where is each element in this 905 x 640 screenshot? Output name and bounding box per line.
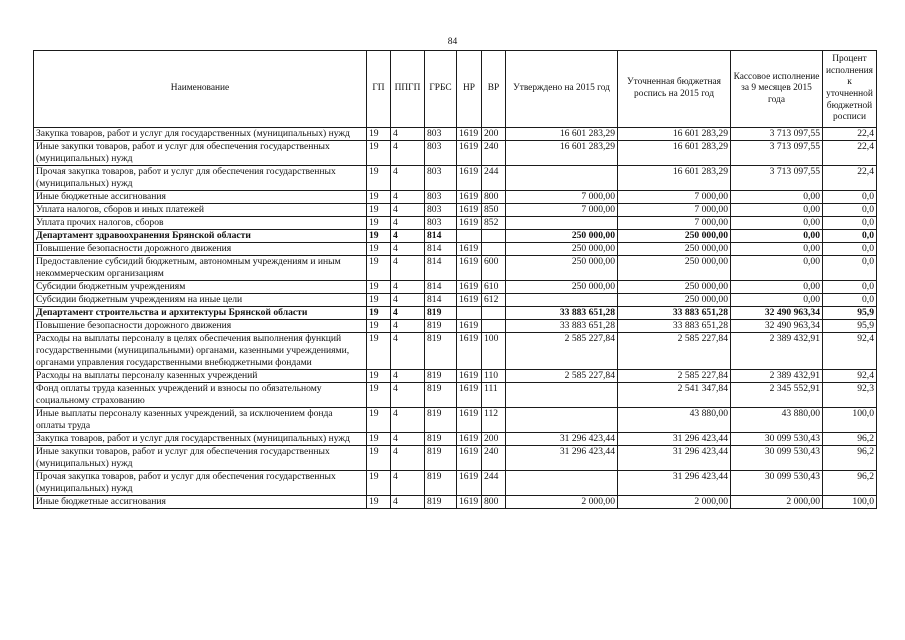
table-cell-gp: 19: [367, 256, 391, 281]
table-cell-ppgp: 4: [391, 383, 425, 408]
table-cell-nr: 1619: [457, 256, 482, 281]
table-cell-cash: 2 000,00: [731, 496, 823, 509]
table-row: [34, 256, 877, 281]
table-cell-cash: 32 490 963,34: [731, 320, 823, 333]
table-cell-refined: 250 000,00: [618, 294, 731, 307]
table-cell-percent: 0,0: [823, 294, 877, 307]
table-cell-ppgp: 4: [391, 230, 425, 243]
header-percent: Процент исполнения к уточненной бюджетной росписи: [823, 51, 877, 128]
table-cell-percent: 0,0: [823, 217, 877, 230]
table-cell-refined: 31 296 423,44: [618, 471, 731, 496]
table-cell-percent: 0,0: [823, 204, 877, 217]
table-cell-nr: 1619: [457, 320, 482, 333]
table-cell-nr: [457, 230, 482, 243]
table-cell-refined: 33 883 651,28: [618, 307, 731, 320]
table-cell-ppgp: 4: [391, 333, 425, 370]
table-cell-ppgp: 4: [391, 370, 425, 383]
table-cell-refined: 43 880,00: [618, 408, 731, 433]
table-cell-gp: 19: [367, 496, 391, 509]
table-cell-ppgp: 4: [391, 243, 425, 256]
table-cell-cash: 0,00: [731, 230, 823, 243]
table-row: [34, 281, 877, 294]
table-cell-cash: 32 490 963,34: [731, 307, 823, 320]
table-cell-grbs: 803: [425, 128, 457, 141]
table-cell-vr: 200: [482, 433, 506, 446]
table-cell-gp: 19: [367, 281, 391, 294]
table-cell-approved: 33 883 651,28: [506, 320, 618, 333]
table-cell-grbs: 819: [425, 333, 457, 370]
table-row: [34, 307, 877, 320]
table-cell-name: Иные бюджетные ассигнования: [34, 191, 367, 204]
table-cell-refined: 7 000,00: [618, 217, 731, 230]
table-cell-name: Уплата прочих налогов, сборов: [34, 217, 367, 230]
table-cell-nr: 1619: [457, 217, 482, 230]
table-cell-vr: 800: [482, 496, 506, 509]
table-cell-refined: 31 296 423,44: [618, 433, 731, 446]
table-cell-nr: 1619: [457, 294, 482, 307]
table-row: [34, 243, 877, 256]
table-cell-vr: 244: [482, 166, 506, 191]
table-cell-name: Иные закупки товаров, работ и услуг для обеспечения государственных (муниципальных) нужд: [34, 141, 367, 166]
table-cell-gp: 19: [367, 320, 391, 333]
table-cell-cash: 0,00: [731, 191, 823, 204]
table-cell-vr: 110: [482, 370, 506, 383]
table-cell-ppgp: 4: [391, 496, 425, 509]
table-cell-refined: 7 000,00: [618, 204, 731, 217]
table-cell-refined: 2 585 227,84: [618, 370, 731, 383]
table-cell-vr: 240: [482, 141, 506, 166]
table-cell-name: Департамент здравоохранения Брянской области: [34, 230, 367, 243]
table-cell-vr: 200: [482, 128, 506, 141]
table-cell-grbs: 819: [425, 320, 457, 333]
table-cell-percent: 22,4: [823, 128, 877, 141]
table-cell-name: Расходы на выплаты персоналу в целях обеспечения выполнения функций государственными (муниципальными) органами, казенными учреждениями, органами управления государственными внебюджетными фондами: [34, 333, 367, 370]
table-row: [34, 433, 877, 446]
table-cell-nr: 1619: [457, 281, 482, 294]
table-cell-refined: 2 000,00: [618, 496, 731, 509]
table-cell-percent: 0,0: [823, 230, 877, 243]
table-cell-gp: 19: [367, 191, 391, 204]
table-cell-refined: 16 601 283,29: [618, 128, 731, 141]
table-cell-refined: 16 601 283,29: [618, 141, 731, 166]
table-cell-gp: 19: [367, 204, 391, 217]
table-cell-approved: [506, 294, 618, 307]
table-row: [34, 128, 877, 141]
table-cell-nr: 1619: [457, 370, 482, 383]
table-cell-name: Повышение безопасности дорожного движения: [34, 320, 367, 333]
table-cell-percent: 0,0: [823, 243, 877, 256]
table-row: [34, 191, 877, 204]
table-cell-vr: 100: [482, 333, 506, 370]
table-cell-gp: 19: [367, 408, 391, 433]
table-cell-refined: 250 000,00: [618, 281, 731, 294]
table-cell-nr: 1619: [457, 496, 482, 509]
table-cell-name: Расходы на выплаты персоналу казенных учреждений: [34, 370, 367, 383]
table-cell-name: Прочая закупка товаров, работ и услуг для обеспечения государственных (муниципальных) нужд: [34, 166, 367, 191]
table-cell-gp: 19: [367, 471, 391, 496]
table-cell-percent: 95,9: [823, 320, 877, 333]
table-cell-percent: 96,2: [823, 471, 877, 496]
table-cell-gp: 19: [367, 243, 391, 256]
table-cell-grbs: 803: [425, 166, 457, 191]
table-cell-cash: 0,00: [731, 256, 823, 281]
table-cell-percent: 0,0: [823, 256, 877, 281]
table-cell-name: Иные бюджетные ассигнования: [34, 496, 367, 509]
table-row: [34, 141, 877, 166]
table-cell-ppgp: 4: [391, 408, 425, 433]
table-cell-vr: [482, 320, 506, 333]
table-cell-gp: 19: [367, 383, 391, 408]
table-cell-name: Закупка товаров, работ и услуг для государственных (муниципальных) нужд: [34, 128, 367, 141]
table-cell-nr: 1619: [457, 433, 482, 446]
table-cell-cash: 30 099 530,43: [731, 471, 823, 496]
budget-table: [33, 50, 877, 509]
table-cell-ppgp: 4: [391, 191, 425, 204]
table-cell-refined: 250 000,00: [618, 230, 731, 243]
header-ppgp: ППГП: [391, 51, 425, 128]
table-cell-ppgp: 4: [391, 294, 425, 307]
table-cell-vr: [482, 230, 506, 243]
table-cell-percent: 22,4: [823, 166, 877, 191]
table-cell-vr: 240: [482, 446, 506, 471]
table-cell-grbs: 819: [425, 496, 457, 509]
table-cell-approved: 2 585 227,84: [506, 333, 618, 370]
table-cell-gp: 19: [367, 294, 391, 307]
table-cell-gp: 19: [367, 230, 391, 243]
table-cell-name: Иные выплаты персоналу казенных учреждений, за исключением фонда оплаты труда: [34, 408, 367, 433]
table-cell-name: Закупка товаров, работ и услуг для государственных (муниципальных) нужд: [34, 433, 367, 446]
table-cell-name: Субсидии бюджетным учреждениям на иные цели: [34, 294, 367, 307]
table-cell-nr: 1619: [457, 191, 482, 204]
table-cell-percent: 22,4: [823, 141, 877, 166]
table-cell-refined: 2 541 347,84: [618, 383, 731, 408]
table-cell-cash: 0,00: [731, 294, 823, 307]
table-cell-grbs: 803: [425, 141, 457, 166]
table-cell-vr: 600: [482, 256, 506, 281]
table-cell-name: Повышение безопасности дорожного движения: [34, 243, 367, 256]
table-cell-approved: [506, 471, 618, 496]
table-cell-grbs: 814: [425, 294, 457, 307]
table-cell-refined: 250 000,00: [618, 256, 731, 281]
table-cell-vr: 852: [482, 217, 506, 230]
table-cell-approved: [506, 408, 618, 433]
table-cell-ppgp: 4: [391, 204, 425, 217]
table-cell-nr: 1619: [457, 166, 482, 191]
table-cell-approved: 250 000,00: [506, 230, 618, 243]
table-cell-approved: 7 000,00: [506, 191, 618, 204]
table-cell-ppgp: 4: [391, 166, 425, 191]
table-cell-vr: 610: [482, 281, 506, 294]
header-approved: Утверждено на 2015 год: [506, 51, 618, 128]
table-cell-approved: 7 000,00: [506, 204, 618, 217]
table-cell-cash: 2 389 432,91: [731, 333, 823, 370]
table-cell-approved: 33 883 651,28: [506, 307, 618, 320]
table-cell-grbs: 814: [425, 230, 457, 243]
table-cell-gp: 19: [367, 128, 391, 141]
table-row: [34, 333, 877, 370]
table-cell-approved: 31 296 423,44: [506, 433, 618, 446]
header-vr: ВР: [482, 51, 506, 128]
table-cell-grbs: 819: [425, 370, 457, 383]
header-grbs: ГРБС: [425, 51, 457, 128]
table-cell-name: Уплата налогов, сборов и иных платежей: [34, 204, 367, 217]
table-cell-percent: 96,2: [823, 433, 877, 446]
table-cell-percent: 0,0: [823, 191, 877, 204]
table-cell-approved: 31 296 423,44: [506, 446, 618, 471]
table-cell-approved: 16 601 283,29: [506, 128, 618, 141]
table-cell-approved: [506, 166, 618, 191]
table-cell-ppgp: 4: [391, 141, 425, 166]
table-cell-approved: 250 000,00: [506, 281, 618, 294]
table-cell-gp: 19: [367, 141, 391, 166]
table-cell-grbs: 819: [425, 446, 457, 471]
table-cell-refined: 7 000,00: [618, 191, 731, 204]
table-row: [34, 294, 877, 307]
table-cell-gp: 19: [367, 217, 391, 230]
table-cell-gp: 19: [367, 446, 391, 471]
table-cell-gp: 19: [367, 166, 391, 191]
table-cell-gp: 19: [367, 307, 391, 320]
table-cell-percent: 95,9: [823, 307, 877, 320]
table-cell-grbs: 819: [425, 471, 457, 496]
table-cell-grbs: 803: [425, 204, 457, 217]
table-row: [34, 496, 877, 509]
table-cell-cash: 30 099 530,43: [731, 446, 823, 471]
table-cell-vr: 612: [482, 294, 506, 307]
table-cell-name: Субсидии бюджетным учреждениям: [34, 281, 367, 294]
table-cell-nr: 1619: [457, 243, 482, 256]
table-row: [34, 230, 877, 243]
table-cell-approved: 250 000,00: [506, 256, 618, 281]
table-cell-name: Фонд оплаты труда казенных учреждений и взносы по обязательному социальному страхованию: [34, 383, 367, 408]
table-cell-cash: 3 713 097,55: [731, 166, 823, 191]
table-cell-nr: 1619: [457, 128, 482, 141]
table-cell-gp: 19: [367, 370, 391, 383]
table-cell-ppgp: 4: [391, 256, 425, 281]
table-cell-nr: 1619: [457, 204, 482, 217]
table-cell-approved: 2 585 227,84: [506, 370, 618, 383]
table-cell-cash: 0,00: [731, 281, 823, 294]
table-row: [34, 204, 877, 217]
table-cell-grbs: 819: [425, 307, 457, 320]
table-cell-nr: 1619: [457, 383, 482, 408]
table-cell-grbs: 819: [425, 383, 457, 408]
table-cell-approved: 16 601 283,29: [506, 141, 618, 166]
table-cell-nr: 1619: [457, 471, 482, 496]
table-cell-nr: [457, 307, 482, 320]
table-cell-cash: 30 099 530,43: [731, 433, 823, 446]
table-cell-approved: [506, 383, 618, 408]
header-cash: Кассовое исполнение за 9 месяцев 2015 года: [731, 51, 823, 128]
table-header-row: [34, 51, 877, 128]
table-row: [34, 370, 877, 383]
table-cell-vr: [482, 243, 506, 256]
table-cell-cash: 2 345 552,91: [731, 383, 823, 408]
table-cell-percent: 92,3: [823, 383, 877, 408]
table-cell-grbs: 814: [425, 256, 457, 281]
header-name: Наименование: [34, 51, 367, 128]
table-cell-cash: 0,00: [731, 217, 823, 230]
table-cell-grbs: 819: [425, 408, 457, 433]
table-cell-ppgp: 4: [391, 217, 425, 230]
table-cell-percent: 92,4: [823, 370, 877, 383]
table-cell-nr: 1619: [457, 333, 482, 370]
table-row: [34, 471, 877, 496]
table-cell-grbs: 803: [425, 217, 457, 230]
table-cell-ppgp: 4: [391, 446, 425, 471]
table-cell-grbs: 819: [425, 433, 457, 446]
table-cell-cash: 3 713 097,55: [731, 141, 823, 166]
table-row: [34, 408, 877, 433]
header-refined: Уточненная бюджетная роспись на 2015 год: [618, 51, 731, 128]
table-cell-gp: 19: [367, 333, 391, 370]
table-cell-nr: 1619: [457, 141, 482, 166]
table-cell-nr: 1619: [457, 408, 482, 433]
page-number: 84: [447, 37, 458, 47]
table-row: [34, 383, 877, 408]
table-cell-grbs: 814: [425, 281, 457, 294]
table-cell-nr: 1619: [457, 446, 482, 471]
table-cell-cash: 2 389 432,91: [731, 370, 823, 383]
table-row: [34, 217, 877, 230]
table-cell-refined: 33 883 651,28: [618, 320, 731, 333]
table-cell-name: Департамент строительства и архитектуры Брянской области: [34, 307, 367, 320]
table-cell-cash: 3 713 097,55: [731, 128, 823, 141]
table-cell-name: Предоставление субсидий бюджетным, автономным учреждениям и иным некоммерческим организациям: [34, 256, 367, 281]
table-cell-refined: 31 296 423,44: [618, 446, 731, 471]
table-cell-grbs: 803: [425, 191, 457, 204]
table-row: [34, 166, 877, 191]
header-nr: НР: [457, 51, 482, 128]
table-cell-percent: 96,2: [823, 446, 877, 471]
table-cell-vr: 850: [482, 204, 506, 217]
table-cell-refined: 250 000,00: [618, 243, 731, 256]
table-cell-refined: 2 585 227,84: [618, 333, 731, 370]
table-cell-ppgp: 4: [391, 320, 425, 333]
table-cell-ppgp: 4: [391, 307, 425, 320]
table-cell-percent: 0,0: [823, 281, 877, 294]
table-cell-cash: 0,00: [731, 243, 823, 256]
table-cell-refined: 16 601 283,29: [618, 166, 731, 191]
table-cell-approved: [506, 217, 618, 230]
table-cell-approved: 250 000,00: [506, 243, 618, 256]
table-cell-gp: 19: [367, 433, 391, 446]
header-gp: ГП: [367, 51, 391, 128]
table-cell-approved: 2 000,00: [506, 496, 618, 509]
table-cell-vr: [482, 307, 506, 320]
table-cell-vr: 111: [482, 383, 506, 408]
table-row: [34, 446, 877, 471]
table-cell-percent: 100,0: [823, 496, 877, 509]
table-row: [34, 320, 877, 333]
table-cell-ppgp: 4: [391, 471, 425, 496]
table-cell-name: Прочая закупка товаров, работ и услуг для обеспечения государственных (муниципальных) нужд: [34, 471, 367, 496]
table-cell-ppgp: 4: [391, 281, 425, 294]
table-cell-percent: 100,0: [823, 408, 877, 433]
table-cell-vr: 800: [482, 191, 506, 204]
table-cell-percent: 92,4: [823, 333, 877, 370]
table-cell-vr: 112: [482, 408, 506, 433]
table-cell-cash: 0,00: [731, 204, 823, 217]
table-cell-vr: 244: [482, 471, 506, 496]
table-cell-name: Иные закупки товаров, работ и услуг для обеспечения государственных (муниципальных) нужд: [34, 446, 367, 471]
table-cell-ppgp: 4: [391, 128, 425, 141]
table-cell-grbs: 814: [425, 243, 457, 256]
table-cell-cash: 43 880,00: [731, 408, 823, 433]
table-cell-ppgp: 4: [391, 433, 425, 446]
